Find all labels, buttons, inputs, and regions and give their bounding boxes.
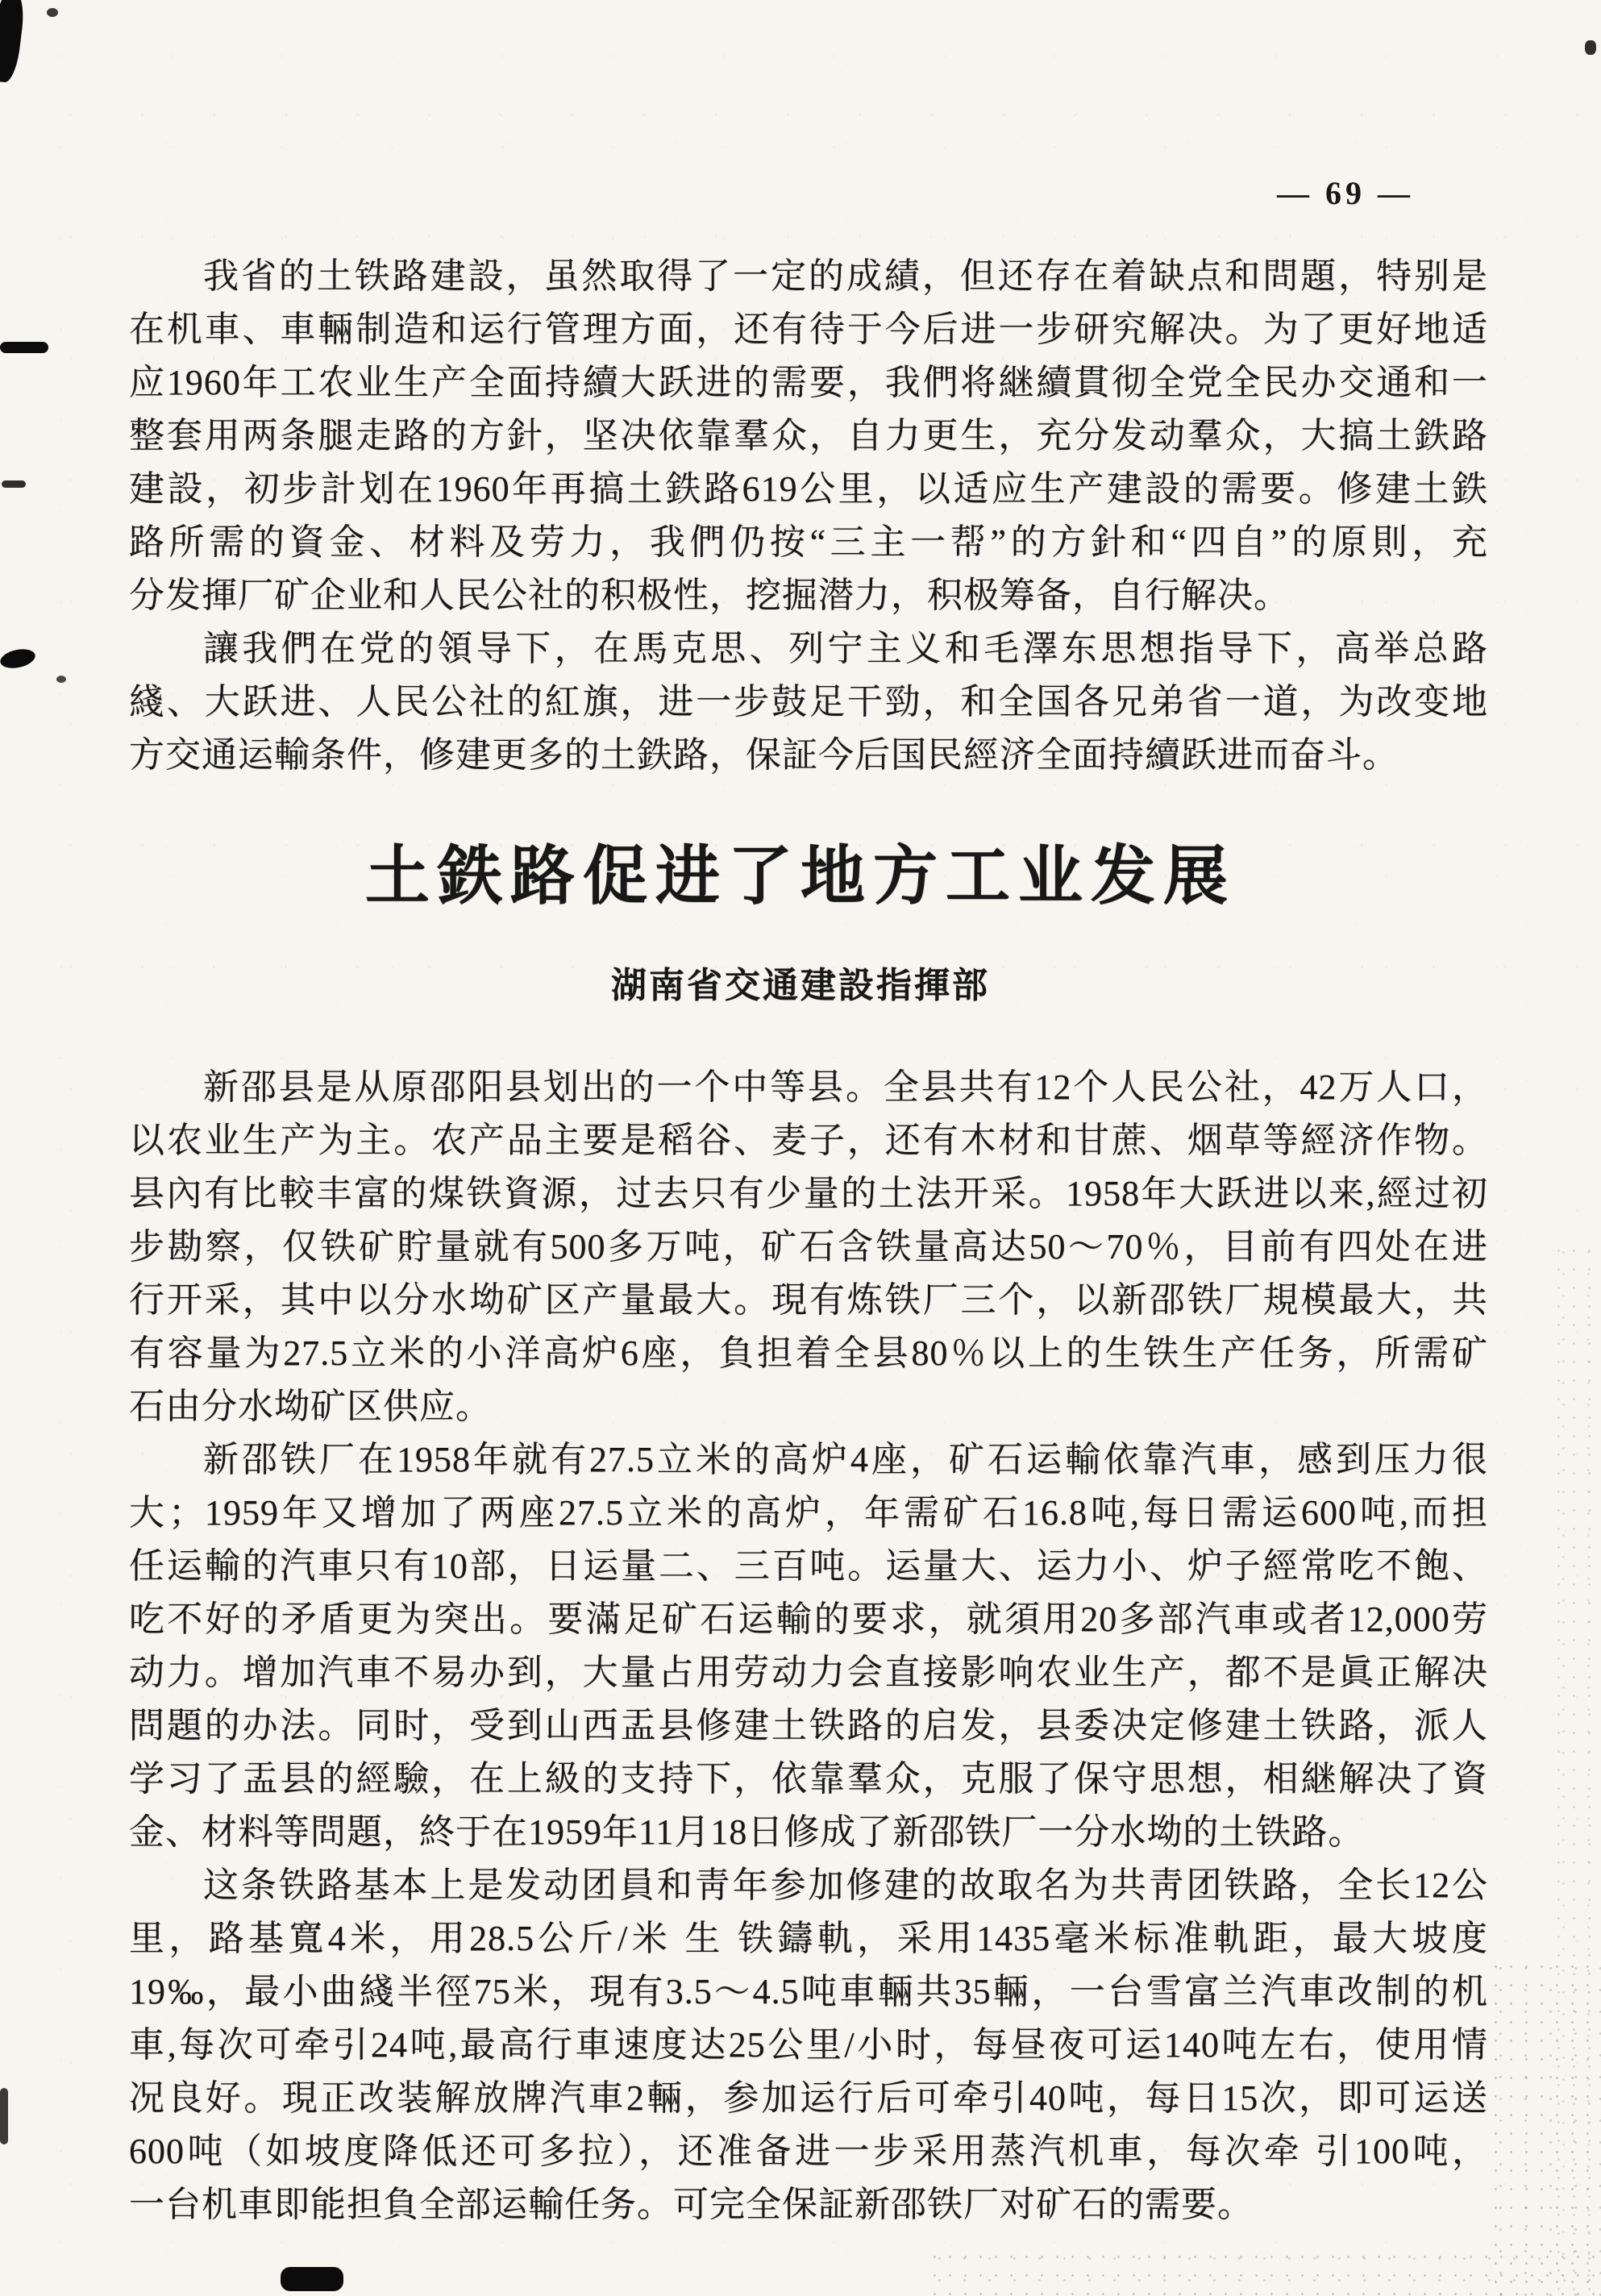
text-line: 步勘察，仅铁矿貯量就有500多万吨，矿石含铁量高达50～70％，目前有四处在进 bbox=[129, 1227, 1488, 1267]
text-line: 綫、大跃进、人民公社的紅旗，进一步鼓足干勁，和全国各兄弟省一道，为改变地 bbox=[129, 682, 1488, 722]
text-line: 有容量为27.5立米的小洋高炉6座，負担着全县80％以上的生铁生产任务，所需矿 bbox=[129, 1333, 1488, 1373]
scan-artifact bbox=[1585, 40, 1596, 55]
intro-section bbox=[0, 250, 1601, 782]
text-line: 任运輸的汽車只有10部，日运量二、三百吨。运量大、运力小、炉子經常吃不飽、 bbox=[129, 1546, 1488, 1586]
article-paragraph-2 bbox=[129, 1433, 1488, 1859]
text-line: 我省的土铁路建設，虽然取得了一定的成績，但还存在着缺点和問題，特别是 bbox=[203, 256, 1488, 296]
text-line: 建設，初步計划在1960年再搞土鉄路619公里，以适应生产建設的需要。修建土鉄 bbox=[129, 469, 1488, 509]
scan-artifact bbox=[47, 8, 58, 17]
intro-paragraph-2 bbox=[129, 622, 1488, 782]
scan-noise-bottom-right-corner bbox=[1488, 1957, 1601, 2296]
article-body bbox=[0, 1061, 1601, 2232]
text-line: 行开采，其中以分水坳矿区产量最大。現有炼铁厂三个，以新邵铁厂規模最大，共 bbox=[129, 1280, 1488, 1320]
text-line: 整套用两条腿走路的方針，坚决依靠羣众，自力更生，充分发动羣众，大搞土鉄路 bbox=[129, 416, 1488, 455]
text-line: 分发揮厂矿企业和人民公社的积极性，挖掘潜力，积极筹备，自行解决。 bbox=[129, 576, 1290, 615]
intro-paragraph-1 bbox=[129, 250, 1488, 622]
text-line: 600吨（如坡度降低还可多拉），还准备进一步采用蒸汽机車，每次牵 引100吨， bbox=[129, 2132, 1488, 2171]
text-line: 里，路基寬4米，用28.5公斤/米 生 铁鑄軌，采用1435毫米标准軌距，最大坡度 bbox=[129, 1919, 1488, 1958]
text-line: 車,每次可牵引24吨,最高行車速度达25公里/小时，每昼夜可运140吨左右，使用情 bbox=[129, 2025, 1488, 2065]
text-line: 方交通运輸条件，修建更多的土鉄路，保証今后国民經济全面持續跃进而奋斗。 bbox=[129, 735, 1399, 775]
text-line: 这条铁路基本上是发动团員和靑年参加修建的故取名为共靑团铁路，全长12公 bbox=[203, 1866, 1488, 1905]
text-line: 况良好。現正改装解放牌汽車2輛，参加运行后可牵引40吨，每日15次，即可运送 bbox=[129, 2078, 1488, 2118]
text-line: 新邵铁厂在1958年就有27.5立米的高炉4座，矿石运輸依靠汽車，感到压力很 bbox=[203, 1440, 1488, 1479]
text-line: 应1960年工农业生产全面持續大跃进的需要，我們将継續貫彻全党全民办交通和一 bbox=[129, 363, 1488, 402]
page-number: — 69 — bbox=[1277, 175, 1414, 211]
article-paragraph-3 bbox=[129, 1859, 1488, 2232]
text-line: 金、材料等問題，終于在1959年11月18日修成了新邵铁厂一分水坳的土铁路。 bbox=[129, 1812, 1365, 1852]
text-line: 19‰，最小曲綫半徑75米，現有3.5～4.5吨車輛共35輛，一台雪富兰汽車改制的机 bbox=[129, 1972, 1488, 2011]
text-line: 讓我們在党的領导下，在馬克思、列宁主义和毛澤东思想指导下，高举总路 bbox=[203, 629, 1488, 668]
text-line: 在机車、車輛制造和运行管理方面，还有待于今后进一步研究解决。为了更好地适 bbox=[129, 310, 1488, 349]
scan-artifact bbox=[2, 480, 26, 488]
text-line: 新邵县是从原邵阳县划出的一个中等县。全县共有12个人民公社，42万人口， bbox=[203, 1067, 1488, 1107]
article-byline: 湖南省交通建設指揮部 bbox=[611, 966, 990, 1005]
text-line: 一台机車即能担負全部运輸任务。可完全保証新邵铁厂对矿石的需要。 bbox=[129, 2185, 1254, 2224]
text-line: 以农业生产为主。农产品主要是稻谷、麦子，还有木材和甘蔗、烟草等經济作物。 bbox=[129, 1121, 1488, 1160]
text-line: 石由分水坳矿区供应。 bbox=[129, 1387, 492, 1426]
text-line: 吃不好的矛盾更为突出。要滿足矿石运輸的要求，就須用20多部汽車或者12,000劳 bbox=[129, 1599, 1488, 1639]
text-line: 大；1959年又增加了两座27.5立米的高炉，年需矿石16.8吨,每日需运600吨,而担 bbox=[129, 1493, 1488, 1533]
text-line: 路所需的資金、材料及劳力，我們仍按“三主一帮”的方針和“四自”的原則，充 bbox=[129, 522, 1488, 562]
scan-artifact bbox=[281, 2267, 343, 2291]
text-line: 問題的办法。同时，受到山西盂县修建土铁路的启发，县委决定修建土铁路，派人 bbox=[129, 1706, 1488, 1745]
text-line: 县內有比較丰富的煤铁資源，过去只有少量的土法开采。1958年大跃进以来,經过初 bbox=[129, 1174, 1488, 1213]
text-line: 动力。增加汽車不易办到，大量占用劳动力会直接影响农业生产，都不是眞正解决 bbox=[129, 1653, 1488, 1692]
article-paragraph-1 bbox=[129, 1061, 1488, 1433]
scan-artifact bbox=[0, 342, 48, 353]
text-line: 学习了盂县的經驗，在上級的支持下，依靠羣众，克服了保守思想，相継解决了資 bbox=[129, 1759, 1488, 1799]
scan-artifact bbox=[0, 2088, 8, 2144]
article-title: 土鉄路促进了地方工业发展 bbox=[365, 842, 1236, 913]
scan-artifact bbox=[56, 676, 66, 683]
